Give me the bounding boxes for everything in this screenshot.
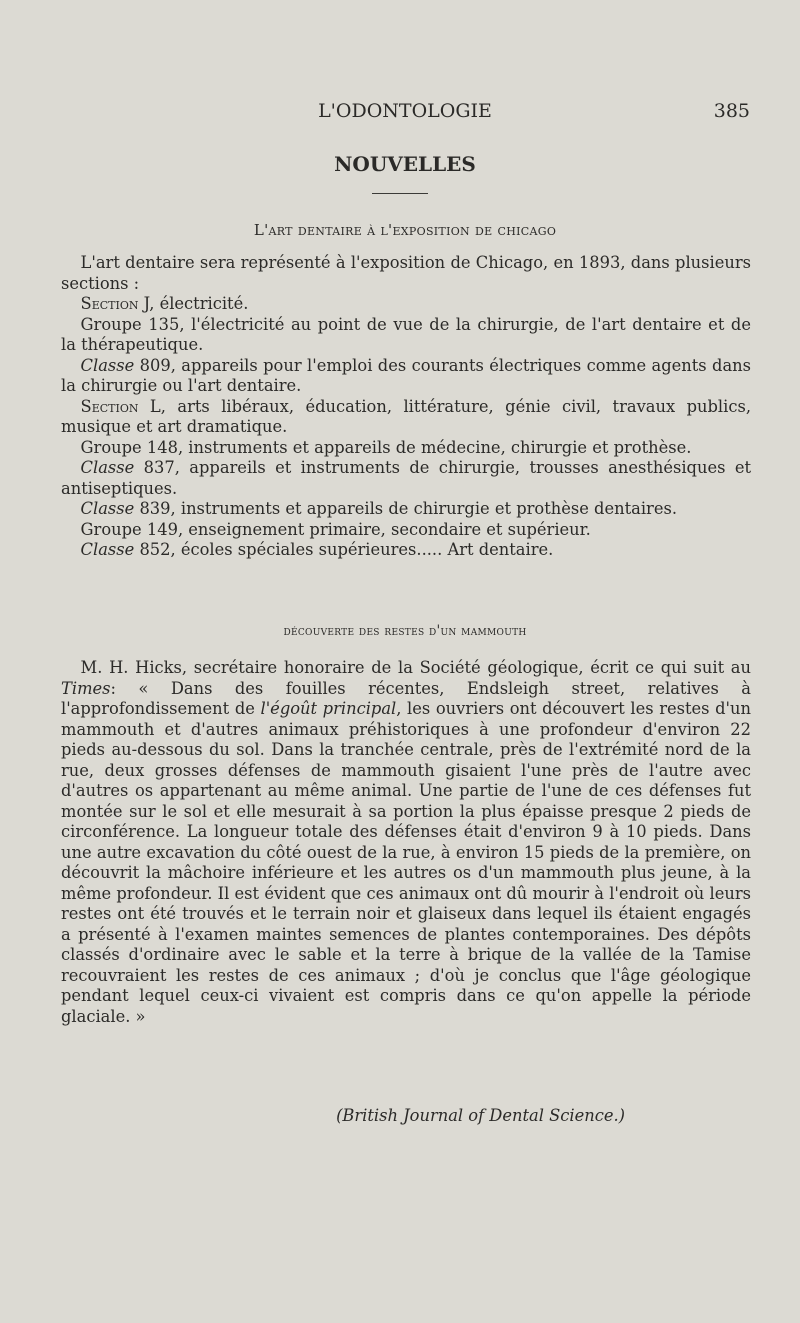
entry-lead: Groupe — [80, 437, 142, 457]
entry-lead: Groupe — [80, 519, 142, 539]
entry-item — [61, 458, 751, 499]
article-paragraph — [61, 658, 751, 1027]
article-intro: L'art dentaire sera représenté à l'exposition de Chicago, en 1893, dans plusieurs sections : — [61, 253, 751, 293]
entry-lead: Classe — [80, 458, 135, 477]
page-number: 385 — [713, 100, 750, 122]
article-body-chicago — [61, 253, 751, 561]
article-heading-chicago: L'art dentaire à l'exposition de chicago — [253, 221, 557, 239]
entry-text: 839, instruments et appareils de chirurgie et prothèse dentaires. — [134, 499, 678, 518]
paragraph-start: M. H. Hicks, secrétaire honoraire de la Société géologique, écrit ce qui suit au — [80, 658, 751, 677]
section-title: NOUVELLES — [334, 152, 476, 176]
entry-lead: Groupe — [80, 314, 142, 334]
paragraph-mid: : « Dans des fouilles récentes, Endsleigh street, relatives à l'approfondissement de — [61, 678, 751, 718]
entry-lead: Section — [80, 294, 139, 313]
emphasized-phrase: l'égoût principal — [260, 699, 397, 718]
entry-item — [61, 356, 751, 397]
entry-text: J, électricité. — [138, 294, 249, 313]
entry-text: 135, l'électricité au point de vue de la chirurgie, de l'art dentaire et de la thérapeutique. — [61, 314, 751, 354]
paragraph-end: , les ouvriers ont découvert les restes d'un mammouth et d'autres animaux préhistoriques à une profondeur d'environ 22 pieds au-dessous du sol. Dans la tranchée centrale, près de l'extrémité nord de la rue, deux grosses défenses de mammouth gisaient l'une près de l'autre avec d'autres os appartenant au même animal. Une partie de l'une de ces défenses fut montée sur le sol et elle mesurait à sa portion la plus épaisse presque 2 pieds de circonférence. La longueur totale des défenses était d'environ 9 à 10 pieds. Dans une autre excavation du côté ouest de la rue, à environ 15 pieds de la première, on découvrit la mâchoire inférieure et les autres os d'un mammouth plus jeune, à la même profondeur. Il est évident que ces animaux ont dû mourir à l'endroit où leurs restes ont été trouvés et le terrain noir et glaiseux dans lequel ils étaient engagés a présenté à l'examen maintes semences de plantes contemporaines. Des dépôts classés d'ordinaire avec le sable et la terre à brique de la vallée de la Tamise recouvraient les restes de ces animaux ; d'où je conclus que l'âge géologique pendant lequel ceux-ci vivaient est compris dans ce qu'on appelle la période glaciale. » — [61, 699, 751, 1026]
entry-item — [61, 294, 751, 315]
source-citation: (British Journal of Dental Science.) — [336, 1106, 625, 1125]
entry-text: 809, appareils pour l'emploi des courants électriques comme agents dans la chirurgie ou l'art dentaire. — [61, 355, 751, 395]
entry-item — [61, 397, 751, 438]
entry-item — [61, 520, 751, 541]
entry-item — [61, 315, 751, 356]
section-divider — [372, 193, 428, 194]
entry-text: 148, instruments et appareils de médecine, chirurgie et prothèse. — [141, 437, 692, 457]
entry-text: 149, enseignement primaire, secondaire et supérieur. — [141, 519, 591, 539]
entry-text: 852, écoles spéciales supérieures..... Art dentaire. — [134, 540, 554, 559]
article-body-mammoth — [61, 658, 751, 1027]
journal-title: L'ODONTOLOGIE — [318, 100, 492, 122]
entry-text: L, arts libéraux, éducation, littérature, génie civil, travaux publics, musique et art dramatique. — [61, 396, 751, 436]
article-heading-mammoth: découverte des restes d'un mammouth — [283, 623, 527, 639]
entry-lead: Classe — [80, 540, 135, 559]
entry-lead: Section — [80, 396, 139, 416]
entry-item — [61, 438, 751, 459]
entry-text: 837, appareils et instruments de chirurgie, trousses anesthésiques et antiseptiques. — [61, 458, 751, 498]
running-head — [60, 100, 750, 134]
entry-item — [61, 499, 751, 520]
entry-lead: Classe — [80, 499, 135, 518]
entry-item — [61, 540, 751, 561]
entry-lead: Classe — [80, 355, 135, 375]
newspaper-name: Times — [61, 678, 111, 698]
